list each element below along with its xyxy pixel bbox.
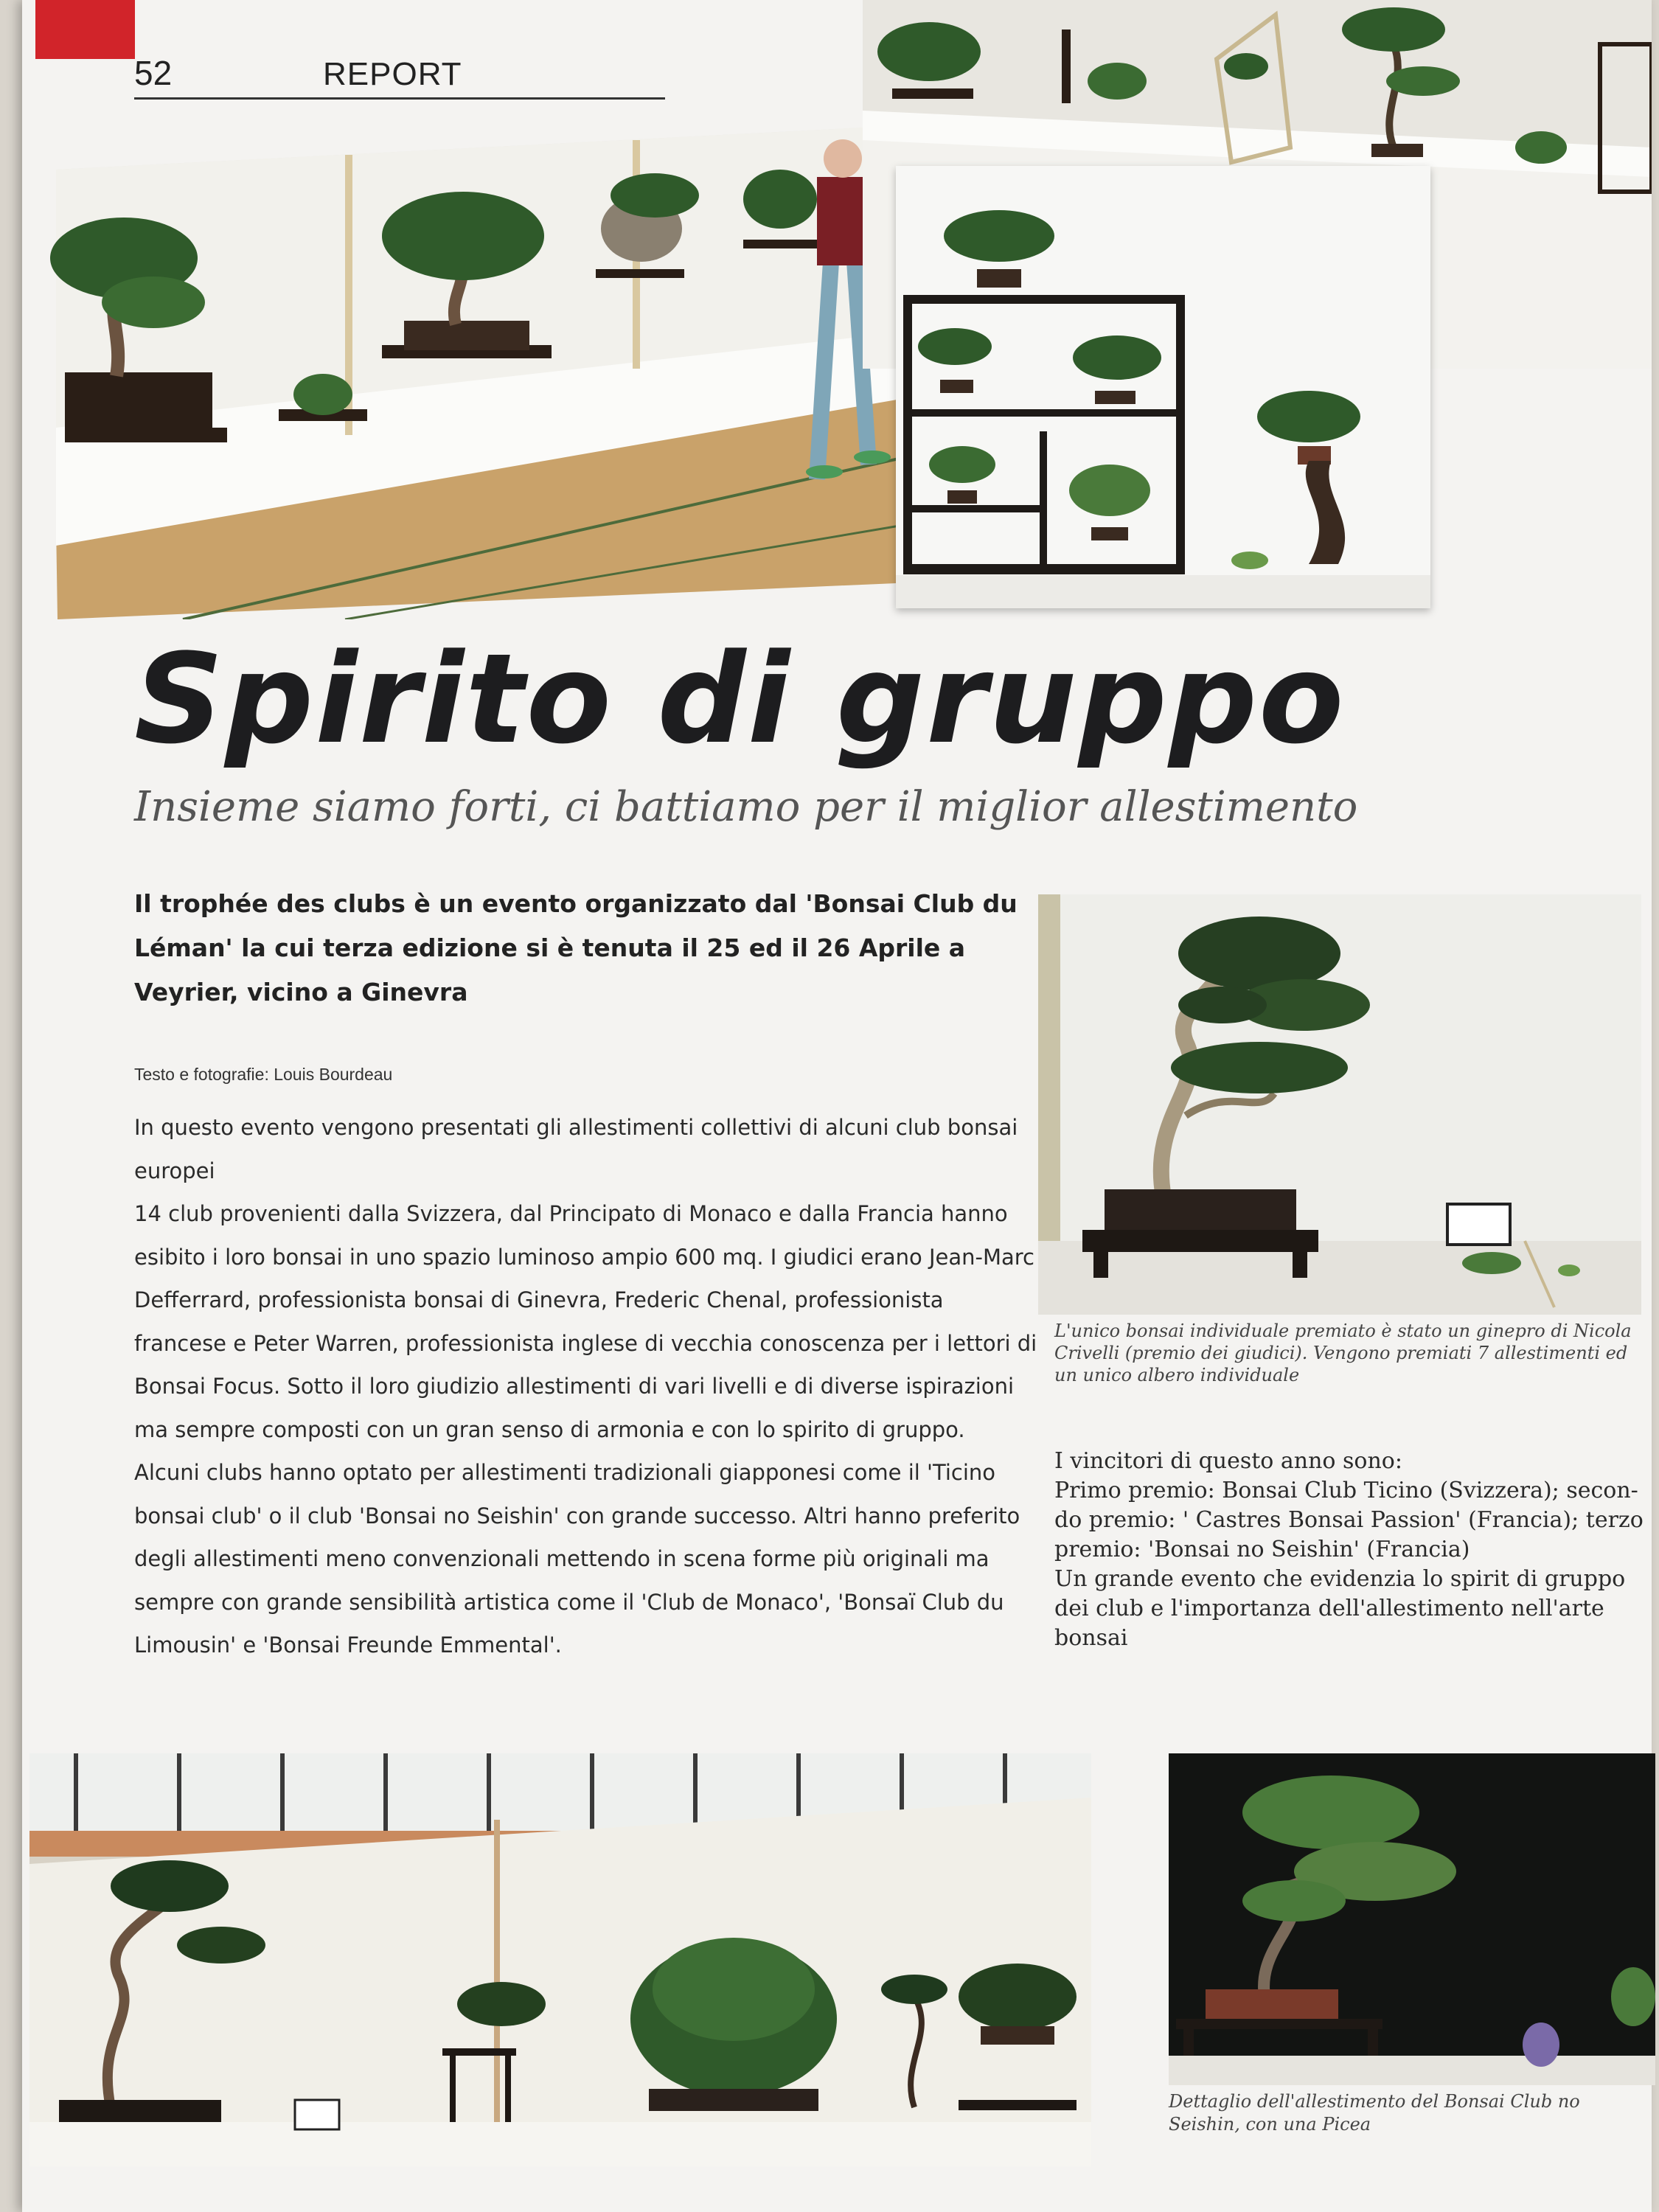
red-corner-tab bbox=[35, 0, 135, 59]
photo-credit: Testo e fotografie: Louis Bourdeau bbox=[134, 1065, 393, 1084]
body-paragraph: Alcuni clubs hanno optato per allestimenti tradizionali giapponesi come il 'Ticino bonsai club' o il club 'Bonsai no Seishin' con grande successo. Altri hanno preferito degli allestimenti meno convenzionali mettendo in scena forme più originali ma sempre con grande sensibilità artistica come il 'Club de Monaco', 'Bonsaï Club du Limousin' e 'Bonsai Freunde Emmental'. bbox=[134, 1460, 1020, 1658]
caption-picea-detail: Dettaglio dell'allestimento del Bonsai Club no Seishin, con una Picea bbox=[1169, 2091, 1580, 2135]
exhibition-row-bottom-photo bbox=[29, 1753, 1091, 2166]
body-paragraph: Primo premio: Bonsai Club Ticino (Svizzera); secondo premio: ' Castres Bonsai Passion' (Francia); terzo premio: 'Bonsai no Seishin' (Francia) bbox=[1054, 1478, 1644, 1562]
body-left-column bbox=[134, 1106, 1037, 1667]
picea-detail-photo bbox=[1169, 1753, 1655, 2085]
body-paragraph: Un grande evento che evidenzia lo spirit di gruppo dei club e l'importanza dell'allestimento nell'arte bonsai bbox=[1054, 1566, 1626, 1651]
section-label: REPORT bbox=[323, 56, 462, 92]
caption-juniper-winner: L'unico bonsai individuale premiato è stato un ginepro di Nicola Crivelli (premio dei giudici). Vengono premiati 7 allestimenti ed un unico albero individuale bbox=[1054, 1321, 1632, 1385]
juniper-winner-photo bbox=[1038, 894, 1641, 1315]
body-paragraph: In questo evento vengono presentati gli allestimenti collettivi di alcuni club bonsai europei bbox=[134, 1115, 1018, 1183]
page-number: 52 bbox=[134, 54, 173, 92]
display-shelf-photo bbox=[896, 166, 1430, 608]
body-paragraph: I vincitori di questo anno sono: bbox=[1054, 1448, 1402, 1474]
magazine-page bbox=[22, 0, 1652, 2212]
body-paragraph: 14 club provenienti dalla Svizzera, dal Principato di Monaco e dalla Francia hanno esibito i loro bonsai in uno spazio luminoso ampio 600 mq. I giudici erano Jean-Marc Defferrard, professionista bonsai di Ginevra, Frederic Chenal, professionista francese e Peter Warren, professionista inglese di vecchia conoscenza per i lettori di Bonsai Focus. Sotto il loro giudizio allestimenti di vari livelli e di diverse ispirazioni ma sempre composti con un gran senso di armonia e con lo spirito di gruppo. bbox=[134, 1201, 1037, 1442]
body-right-column bbox=[1054, 1447, 1652, 1653]
article-title: Spirito di gruppo bbox=[134, 627, 1346, 771]
header-rule bbox=[134, 97, 665, 100]
lead-paragraph: Il trophée des clubs è un evento organizzato dal 'Bonsai Club du Léman' la cui terza edizione si è tenuta il 25 ed il 26 Aprile a Veyrier, vicino a Ginevra bbox=[134, 889, 1018, 1006]
article-subtitle: Insieme siamo forti, ci battiamo per il miglior allestimento bbox=[134, 783, 1358, 831]
exhibition-hall-visitor-photo bbox=[35, 111, 920, 619]
